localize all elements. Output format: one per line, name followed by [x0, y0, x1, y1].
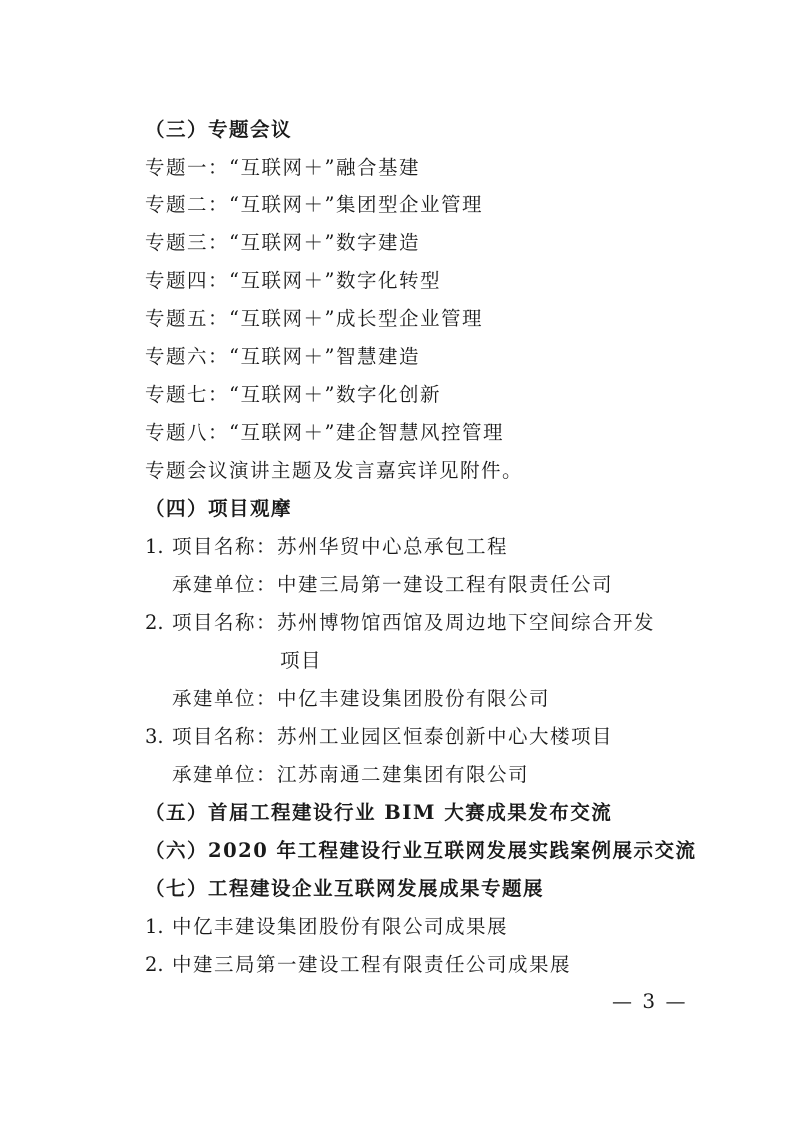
- project-name-row: [145, 534, 508, 560]
- project-unit-value: 中建三局第一建设工程有限责任公司: [277, 573, 614, 596]
- list-item-text: 中亿丰建设集团股份有限公司成果展: [172, 915, 509, 938]
- list-number: 2.: [145, 611, 164, 634]
- topic-item: 专题四：“互联网＋”数字化转型: [145, 269, 441, 292]
- project-name-label: 项目名称：: [172, 611, 278, 634]
- section-heading-meetings: （三）专题会议: [145, 118, 293, 141]
- list-item-text: 中建三局第一建设工程有限责任公司成果展: [172, 953, 572, 976]
- list-number: 3.: [145, 725, 164, 748]
- project-unit-label: 承建单位：: [172, 687, 278, 710]
- section-heading-exhibition: （七）工程建设企业互联网发展成果专题展: [145, 877, 545, 900]
- project-name-row: [145, 610, 655, 636]
- project-name-continuation: 项目: [280, 649, 323, 672]
- topic-item: 专题二：“互联网＋”集团型企业管理: [145, 193, 483, 216]
- project-name-value: 苏州博物馆西馆及周边地下空间综合开发: [277, 611, 656, 634]
- list-number: 2.: [145, 953, 164, 976]
- list-number: 1.: [145, 915, 164, 938]
- project-unit-label: 承建单位：: [172, 763, 278, 786]
- topic-item: 专题五：“互联网＋”成长型企业管理: [145, 307, 483, 330]
- project-unit-value: 中亿丰建设集团股份有限公司: [277, 687, 551, 710]
- list-item: [145, 914, 508, 940]
- topic-item: 专题三：“互联网＋”数字建造: [145, 231, 420, 254]
- section-heading-site-visits: （四）项目观摩: [145, 497, 293, 520]
- project-name-row: [145, 724, 613, 750]
- section-heading-case-showcase: （六）2020 年工程建设行业互联网发展实践案例展示交流: [145, 839, 697, 862]
- topic-item: 专题一：“互联网＋”融合基建: [145, 156, 420, 179]
- list-item: [145, 952, 571, 978]
- project-name-label: 项目名称：: [172, 725, 278, 748]
- project-name-value: 苏州华贸中心总承包工程: [277, 535, 509, 558]
- topic-item: 专题六：“互联网＋”智慧建造: [145, 345, 420, 368]
- project-unit-row: [172, 572, 613, 598]
- page-number: — 3 —: [612, 989, 688, 1013]
- topics-note: 专题会议演讲主题及发言嘉宾详见附件。: [145, 459, 524, 482]
- section-heading-bim-contest: （五）首届工程建设行业 BIM 大赛成果发布交流: [145, 801, 613, 824]
- project-unit-label: 承建单位：: [172, 573, 278, 596]
- topic-item: 专题八：“互联网＋”建企智慧风控管理: [145, 421, 504, 444]
- project-unit-row: [172, 762, 529, 788]
- project-unit-value: 江苏南通二建集团有限公司: [277, 763, 530, 786]
- project-name-value: 苏州工业园区恒泰创新中心大楼项目: [277, 725, 614, 748]
- list-number: 1.: [145, 535, 164, 558]
- project-name-label: 项目名称：: [172, 535, 278, 558]
- topic-item: 专题七：“互联网＋”数字化创新: [145, 383, 441, 406]
- project-unit-row: [172, 686, 550, 712]
